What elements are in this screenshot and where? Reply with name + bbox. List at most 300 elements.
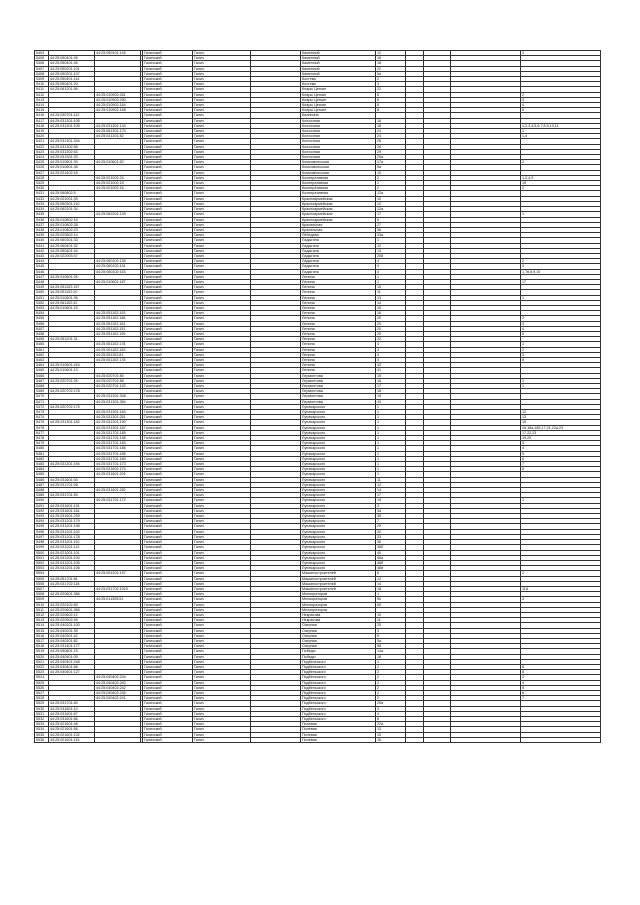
street-cell: Костева — [301, 82, 376, 87]
street-cell: Комсомольская — [301, 160, 376, 165]
house-number-cell: 1 — [376, 238, 406, 243]
row-number-cell: 5462 — [35, 352, 49, 357]
cadastral-number-cell: 44:25:020701:102 — [95, 384, 141, 389]
street-cell: Колхозная — [301, 149, 376, 154]
settlement-cell: Галич — [193, 300, 251, 305]
row-number-cell: 5420 — [35, 134, 49, 139]
district-cell: Галичский — [143, 717, 193, 722]
district-cell: Галичский — [143, 727, 193, 732]
district-cell: Галичский — [143, 529, 193, 534]
cadastral-number-cell: 44:25:051102:151 — [95, 326, 141, 331]
row-number-cell: 5512 — [35, 612, 49, 617]
parent-cadastral-number-cell: 44:25:010601:416 — [49, 363, 95, 368]
house-number-cell: 1 — [376, 659, 406, 664]
street-cell: Лермонтова — [301, 378, 376, 383]
district-cell: Галичский — [143, 196, 193, 201]
settlement-cell: Галич — [193, 462, 251, 467]
house-number-cell: 4 — [376, 352, 406, 357]
blank-column-cell: 2 — [521, 259, 601, 264]
house-number-cell: 8 — [376, 97, 406, 102]
settlement-cell: Галич — [193, 373, 251, 378]
row-number-cell: 5531 — [35, 711, 49, 716]
parent-cadastral-number-cell: 44:25:031201:179 — [49, 519, 95, 524]
row-number-cell: 5448 — [35, 279, 49, 284]
row-number-cell: 5464 — [35, 363, 49, 368]
cadastral-number-cell: 44:25:060102:161 — [95, 264, 141, 269]
row-number-cell: 5523 — [35, 670, 49, 675]
district-cell: Галичский — [143, 503, 193, 508]
district-cell: Галичский — [143, 149, 193, 154]
property-register-table — [34, 50, 601, 743]
house-number-cell: 3 — [376, 628, 406, 633]
settlement-cell: Галич — [193, 399, 251, 404]
street-cell: Ладыгина — [301, 269, 376, 274]
house-number-cell: 2 — [376, 664, 406, 669]
row-number-cell: 5498 — [35, 540, 49, 545]
house-number-cell: 20 — [376, 326, 406, 331]
settlement-cell: Галич — [193, 165, 251, 170]
district-cell: Галичский — [143, 134, 193, 139]
row-number-cell: 5506 — [35, 581, 49, 586]
district-cell: Галичский — [143, 378, 193, 383]
settlement-cell: Галич — [193, 347, 251, 352]
settlement-cell: Галич — [193, 701, 251, 706]
settlement-cell: Галич — [193, 384, 251, 389]
street-cell: Ленина — [301, 347, 376, 352]
district-cell: Галичский — [143, 467, 193, 472]
district-cell: Галичский — [143, 706, 193, 711]
row-number-cell: 5409 — [35, 77, 49, 82]
settlement-cell: Галич — [193, 222, 251, 227]
parent-cadastral-number-cell: 44:25:050301:110 — [49, 201, 95, 206]
house-number-cell: 25 — [376, 623, 406, 628]
street-cell: Луначарского — [301, 425, 376, 430]
parent-cadastral-number-cell: 44:25:010601:39 — [49, 160, 95, 165]
district-cell: Галичский — [143, 555, 193, 560]
settlement-cell: Галич — [193, 451, 251, 456]
house-number-cell: 15 — [376, 305, 406, 310]
parent-cadastral-number-cell: 44:25:031301:105 — [49, 118, 95, 123]
row-number-cell: 5499 — [35, 545, 49, 550]
house-number-cell: 14 — [376, 300, 406, 305]
settlement-cell: Галич — [193, 71, 251, 76]
parent-cadastral-number-cell: 44:25:041201:106 — [49, 566, 95, 571]
parent-cadastral-number-cell: 44:25:040301:42 — [49, 633, 95, 638]
house-number-cell: 25а — [376, 701, 406, 706]
district-cell: Галичский — [143, 170, 193, 175]
blank-column-cell: 2 — [521, 160, 601, 165]
cadastral-number-cell: 44:25:040402:240 — [95, 680, 141, 685]
blank-column-cell: 1 — [521, 384, 601, 389]
settlement-cell: Галич — [193, 404, 251, 409]
house-number-cell: 46б — [376, 560, 406, 565]
row-number-cell: 5495 — [35, 524, 49, 529]
row-number-cell: 5415 — [35, 108, 49, 113]
street-cell: Клары Цеткин — [301, 87, 376, 92]
house-number-cell: 19 — [376, 498, 406, 503]
cadastral-number-cell: 44:25:031701:180 — [95, 456, 141, 461]
district-cell: Галичский — [143, 311, 193, 316]
district-cell: Галичский — [143, 316, 193, 321]
settlement-cell: Галич — [193, 586, 251, 591]
street-cell: Ладыгина — [301, 253, 376, 258]
district-cell: Галичский — [143, 144, 193, 149]
street-cell: Красноармейская — [301, 201, 376, 206]
row-number-cell: 5480 — [35, 446, 49, 451]
street-cell: Комсомольская — [301, 165, 376, 170]
street-cell: Луначарского — [301, 467, 376, 472]
house-number-cell: 12 — [376, 482, 406, 487]
settlement-cell: Галич — [193, 248, 251, 253]
street-cell: Мелиораторов — [301, 592, 376, 597]
house-number-cell: 1 — [376, 274, 406, 279]
parent-cadastral-number-cell: 44:25:031601:239 — [49, 514, 95, 519]
house-number-cell: 46а — [376, 555, 406, 560]
district-cell: Галичский — [143, 217, 193, 222]
house-number-cell: 16 — [376, 654, 406, 659]
row-number-cell: 5461 — [35, 347, 49, 352]
blank-column-cell: 1,2,3,4,5,6,7,8,9,10,11 — [521, 123, 601, 128]
settlement-cell: Галич — [193, 352, 251, 357]
row-number-cell: 5422 — [35, 144, 49, 149]
district-cell: Галичский — [143, 61, 193, 66]
row-number-cell: 5509 — [35, 597, 49, 602]
settlement-cell: Галич — [193, 430, 251, 435]
row-number-cell: 5424 — [35, 155, 49, 160]
house-number-cell: 22а — [376, 722, 406, 727]
settlement-cell: Галич — [193, 118, 251, 123]
row-number-cell: 5482 — [35, 456, 49, 461]
house-number-cell: 1 — [376, 420, 406, 425]
row-number-cell: 5521 — [35, 659, 49, 664]
house-number-cell: 5 — [376, 217, 406, 222]
cadastral-number-cell: 44:25:031301:134 — [95, 123, 141, 128]
settlement-cell: Галич — [193, 576, 251, 581]
district-cell: Галичский — [143, 581, 193, 586]
row-number-cell: 5479 — [35, 441, 49, 446]
settlement-cell: Галич — [193, 170, 251, 175]
blank-column-cell: 4 — [521, 680, 601, 685]
street-cell: Подбельского — [301, 659, 376, 664]
district-cell: Галичский — [143, 592, 193, 597]
cadastral-number-cell: 44:25:031702:1015 — [95, 586, 141, 591]
house-number-cell: 24 — [376, 134, 406, 139]
parent-cadastral-number-cell: 44:25:041201:105 — [49, 560, 95, 565]
house-number-cell: 8 — [376, 92, 406, 97]
house-number-cell: 27 — [376, 222, 406, 227]
row-number-cell: 5457 — [35, 326, 49, 331]
row-number-cell: 5475 — [35, 420, 49, 425]
row-number-cell: 5488 — [35, 488, 49, 493]
row-number-cell: 5520 — [35, 654, 49, 659]
parent-cadastral-number-cell: 44:25:050401:46 — [49, 61, 95, 66]
house-number-cell: 14а — [376, 649, 406, 654]
row-number-cell: 5418 — [35, 123, 49, 128]
parent-cadastral-number-cell: 44:25:051701:81 — [49, 576, 95, 581]
street-cell: Полевая — [301, 737, 376, 742]
blank-column-cell: 3 — [521, 352, 601, 357]
cadastral-number-cell: 44:25:051102:159 — [95, 331, 141, 336]
parent-cadastral-number-cell: 44:25:022003:47 — [49, 253, 95, 258]
settlement-cell: Галич — [193, 633, 251, 638]
parent-cadastral-number-cell: 44:25:031201:110 — [49, 540, 95, 545]
parent-cadastral-number-cell: 44:25:031701:08 — [49, 482, 95, 487]
street-cell: Лермонтова — [301, 399, 376, 404]
street-cell: Озерная — [301, 638, 376, 643]
row-number-cell: 5489 — [35, 493, 49, 498]
row-number-cell: 5445 — [35, 264, 49, 269]
street-cell: Колхозная — [301, 139, 376, 144]
street-cell: Луначарского — [301, 415, 376, 420]
district-cell: Галичский — [143, 363, 193, 368]
cadastral-number-cell: 44:25:031301:164 — [95, 410, 141, 415]
house-number-cell: 17 — [376, 212, 406, 217]
cadastral-number-cell: 44:25:031301:348 — [95, 394, 141, 399]
street-cell: Лермонтова — [301, 373, 376, 378]
row-number-cell: 5513 — [35, 618, 49, 623]
settlement-cell: Галич — [193, 581, 251, 586]
street-cell: Лермонтова — [301, 384, 376, 389]
row-number-cell: 5517 — [35, 638, 49, 643]
district-cell: Галичский — [143, 347, 193, 352]
parent-cadastral-number-cell: 44:25:031201:102 — [49, 529, 95, 534]
parent-cadastral-number-cell: 44:25:010601:26 — [49, 274, 95, 279]
parent-cadastral-number-cell: 44:25:031701:84 — [49, 701, 95, 706]
settlement-cell: Галич — [193, 560, 251, 565]
street-cell: Красильная — [301, 227, 376, 232]
district-cell: Галичский — [143, 425, 193, 430]
house-number-cell: 1 — [376, 279, 406, 284]
row-number-cell: 5413 — [35, 97, 49, 102]
street-cell: Красноармейская — [301, 217, 376, 222]
street-cell: Ленина — [301, 305, 376, 310]
house-number-cell: 50 — [376, 597, 406, 602]
street-cell: Луначарского — [301, 482, 376, 487]
cadastral-number-cell: 44:25:040402:241 — [95, 696, 141, 701]
district-cell: Галичский — [143, 155, 193, 160]
house-number-cell: 4 — [376, 342, 406, 347]
row-number-cell: 5516 — [35, 633, 49, 638]
settlement-cell: Галич — [193, 279, 251, 284]
blank-column-cell: 3 — [521, 675, 601, 680]
district-cell: Галичский — [143, 279, 193, 284]
parent-cadastral-number-cell: 44:25:050401:45 — [49, 56, 95, 61]
row-number-cell: 5486 — [35, 477, 49, 482]
parent-cadastral-number-cell: 44:25:010802:28 — [49, 222, 95, 227]
settlement-cell: Галич — [193, 664, 251, 669]
house-number-cell: 17а — [376, 160, 406, 165]
settlement-cell: Галич — [193, 514, 251, 519]
house-number-cell: 11 — [376, 477, 406, 482]
street-cell: Подбельского — [301, 680, 376, 685]
settlement-cell: Галич — [193, 680, 251, 685]
parent-cadastral-number-cell: 44:25:031301:194 — [49, 462, 95, 467]
house-number-cell: 43 — [376, 363, 406, 368]
street-cell: Клары Цеткин — [301, 92, 376, 97]
street-cell: Кооперативная — [301, 175, 376, 180]
street-cell: Подбельского — [301, 685, 376, 690]
parent-cadastral-number-cell: 44:25:050401:20 — [49, 82, 95, 87]
district-cell: Галичский — [143, 410, 193, 415]
district-cell: Галичский — [143, 493, 193, 498]
parent-cadastral-number-cell: 44:25:010601:38 — [49, 165, 95, 170]
street-cell: Луначарского — [301, 404, 376, 409]
street-cell: Красильная — [301, 222, 376, 227]
cadastral-number-cell: 44:25:031701:172 — [95, 498, 141, 503]
settlement-cell: Галич — [193, 597, 251, 602]
house-number-cell: 43 — [376, 399, 406, 404]
house-number-cell: 4 — [376, 264, 406, 269]
cadastral-number-cell: 44:25:031601:174 — [95, 467, 141, 472]
cadastral-number-cell: 44:25:051102:178 — [95, 342, 141, 347]
settlement-cell: Галич — [193, 628, 251, 633]
district-cell: Галичский — [143, 690, 193, 695]
district-cell: Галичский — [143, 56, 193, 61]
street-cell: Колхозная — [301, 155, 376, 160]
street-cell: Луначарского — [301, 550, 376, 555]
row-number-cell: 5421 — [35, 139, 49, 144]
row-number-cell: 5467 — [35, 378, 49, 383]
settlement-cell: Галич — [193, 139, 251, 144]
district-cell: Галичский — [143, 488, 193, 493]
district-cell: Галичский — [143, 737, 193, 742]
parent-cadastral-number-cell: 44:25:060301:33 — [49, 238, 95, 243]
district-cell: Галичский — [143, 654, 193, 659]
row-number-cell: 5491 — [35, 503, 49, 508]
parent-cadastral-number-cell: 44:25:031301:344 — [49, 139, 95, 144]
settlement-cell: Галич — [193, 446, 251, 451]
district-cell: Галичский — [143, 243, 193, 248]
settlement-cell: Галич — [193, 618, 251, 623]
parent-cadastral-number-cell: 44:25:031201:178 — [49, 534, 95, 539]
row-number-cell: 5504 — [35, 571, 49, 576]
blank-column-cell: 1б — [521, 181, 601, 186]
street-cell: Луначарского — [301, 545, 376, 550]
cadastral-number-cell: 44:25:051201:197 — [95, 571, 141, 576]
street-cell: Луначарского — [301, 498, 376, 503]
house-number-cell: 2 — [376, 77, 406, 82]
row-number-cell: 5425 — [35, 160, 49, 165]
settlement-cell: Галич — [193, 97, 251, 102]
parent-cadastral-number-cell: 44:25:040401:05 — [49, 654, 95, 659]
parent-cadastral-number-cell: 44:25:051102:157 — [49, 285, 95, 290]
district-cell: Галичский — [143, 607, 193, 612]
settlement-cell: Галич — [193, 727, 251, 732]
settlement-cell: Галич — [193, 51, 251, 56]
district-cell: Галичский — [143, 519, 193, 524]
row-number-cell: 5484 — [35, 467, 49, 472]
house-number-cell: 10 — [376, 170, 406, 175]
house-number-cell: 22 — [376, 337, 406, 342]
house-number-cell: 1 — [376, 410, 406, 415]
settlement-cell: Галич — [193, 482, 251, 487]
row-number-cell: 5463 — [35, 357, 49, 362]
settlement-cell: Галич — [193, 196, 251, 201]
row-number-cell: 5524 — [35, 675, 49, 680]
district-cell: Галичский — [143, 305, 193, 310]
row-number-cell: 5493 — [35, 514, 49, 519]
street-cell: Луначарского — [301, 456, 376, 461]
district-cell: Галичский — [143, 623, 193, 628]
row-number-cell: 5419 — [35, 129, 49, 134]
house-number-cell: 1 — [376, 415, 406, 420]
street-cell: Луначарского — [301, 529, 376, 534]
blank-column-cell: 15 — [521, 420, 601, 425]
blank-column-cell: 1,7в,8,9,10 — [521, 269, 601, 274]
parent-cadastral-number-cell: 44:25:051201:31 — [49, 337, 95, 342]
street-cell: Клары Цеткин — [301, 103, 376, 108]
district-cell: Галичский — [143, 139, 193, 144]
settlement-cell: Галич — [193, 555, 251, 560]
row-number-cell: 5430 — [35, 186, 49, 191]
house-number-cell: 36б — [376, 545, 406, 550]
settlement-cell: Галич — [193, 649, 251, 654]
house-number-cell: 18 — [376, 61, 406, 66]
parent-cadastral-number-cell: 44:25:040401:68 — [49, 664, 95, 669]
street-cell: Машиностроителей — [301, 571, 376, 576]
blank-column-cell: 5 — [521, 451, 601, 456]
row-number-cell: 5456 — [35, 321, 49, 326]
settlement-cell: Галич — [193, 410, 251, 415]
street-cell: Ленина — [301, 300, 376, 305]
parent-cadastral-number-cell: 44:25:061201:56 — [49, 87, 95, 92]
district-cell: Галичский — [143, 87, 193, 92]
house-number-cell: 26 — [376, 139, 406, 144]
row-number-cell: 5426 — [35, 165, 49, 170]
street-cell: Комсомольская — [301, 170, 376, 175]
blank-column-cell: 17 — [521, 279, 601, 284]
house-number-cell: 2 — [376, 175, 406, 180]
street-cell: Луначарского — [301, 410, 376, 415]
district-cell: Галичский — [143, 524, 193, 529]
blank-column-cell — [424, 737, 451, 742]
settlement-cell: Галич — [193, 540, 251, 545]
row-number-cell: 5438 — [35, 227, 49, 232]
house-number-cell: 12 — [376, 51, 406, 56]
row-number-cell: 5458 — [35, 331, 49, 336]
row-number-cell: 5406 — [35, 61, 49, 66]
house-number-cell: 1 — [376, 592, 406, 597]
house-number-cell: 16 — [376, 737, 406, 742]
blank-column-cell: 2 — [521, 347, 601, 352]
house-number-cell: 12 — [376, 243, 406, 248]
settlement-cell: Галич — [193, 243, 251, 248]
row-number-cell: 5500 — [35, 550, 49, 555]
settlement-cell: Галич — [193, 493, 251, 498]
street-cell: Колхозная — [301, 144, 376, 149]
street-cell: Полевая — [301, 727, 376, 732]
settlement-cell: Галич — [193, 259, 251, 264]
blank-column-cell: 1 — [521, 342, 601, 347]
row-number-cell: 5478 — [35, 436, 49, 441]
district-cell: Галичский — [143, 342, 193, 347]
district-cell: Галичский — [143, 462, 193, 467]
settlement-cell: Галич — [193, 337, 251, 342]
row-number-cell: 5525 — [35, 680, 49, 685]
house-number-cell: 8 — [376, 103, 406, 108]
district-cell: Галичский — [143, 670, 193, 675]
district-cell: Галичский — [143, 441, 193, 446]
parent-cadastral-number-cell: 44:25:040301:82 — [49, 638, 95, 643]
row-number-cell: 5536 — [35, 737, 49, 742]
house-number-cell: 3б — [376, 514, 406, 519]
street-cell: Ленина — [301, 274, 376, 279]
district-cell: Галичский — [143, 326, 193, 331]
settlement-cell: Галич — [193, 238, 251, 243]
district-cell: Галичский — [143, 368, 193, 373]
settlement-cell: Галич — [193, 87, 251, 92]
row-number-cell: 5468 — [35, 384, 49, 389]
